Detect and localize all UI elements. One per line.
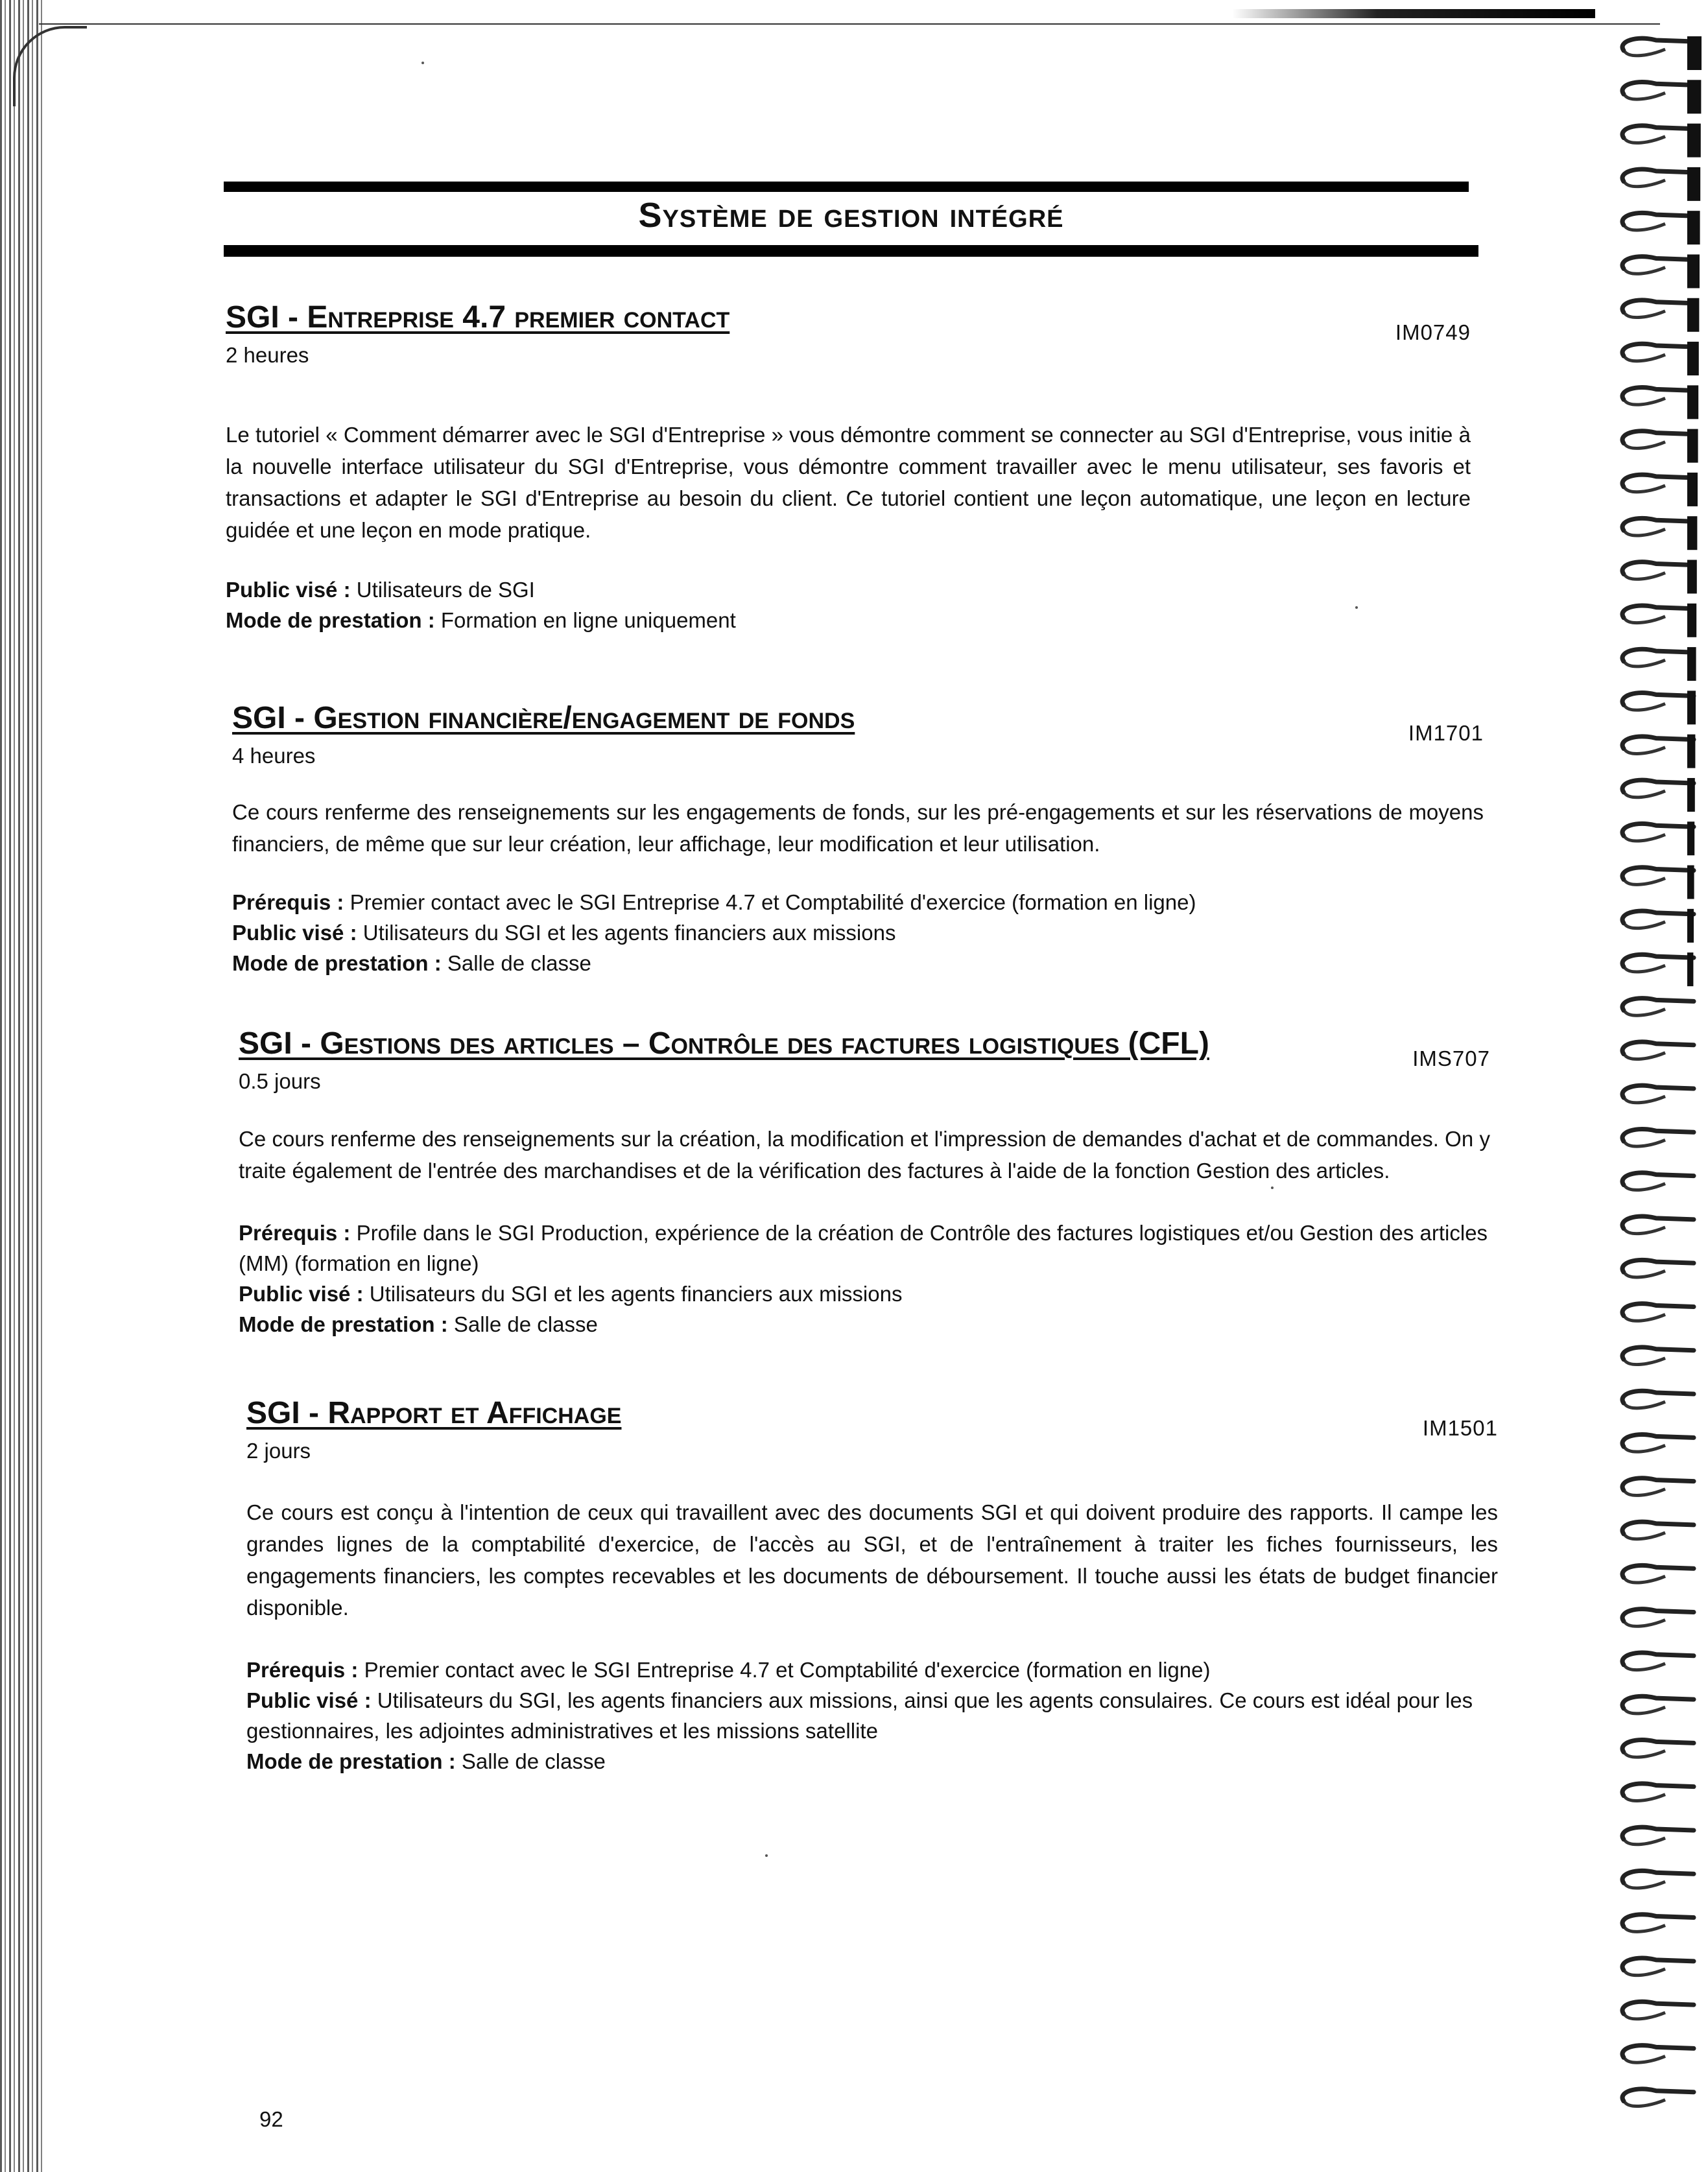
spiral-coil xyxy=(1622,1042,1694,1059)
spiral-coil xyxy=(1622,1216,1694,1234)
spiral-coil xyxy=(1622,429,1698,463)
spiral-coil xyxy=(1622,1173,1694,1190)
scan-speck xyxy=(1271,1186,1274,1189)
spiral-coil xyxy=(1622,1478,1694,1496)
course-block xyxy=(232,699,1484,978)
detail-value: Utilisateurs du SGI et les agents financiers aux missions xyxy=(357,921,896,945)
course-detail-row xyxy=(246,1655,1498,1685)
spiral-coil xyxy=(1622,1129,1694,1146)
spiral-coil xyxy=(1622,1827,1694,1845)
spiral-coil xyxy=(1622,1304,1694,1321)
course-detail-row xyxy=(226,605,1471,635)
scan-speck xyxy=(1355,606,1358,609)
detail-label: Public visé : xyxy=(246,1688,372,1712)
course-duration: 2 jours xyxy=(246,1439,311,1463)
title-rule-bottom xyxy=(224,245,1478,257)
spiral-coil xyxy=(1622,1260,1694,1277)
detail-value: Formation en ligne uniquement xyxy=(434,608,736,632)
spiral-coil xyxy=(1622,516,1697,550)
spiral-coil xyxy=(1622,1871,1694,1888)
detail-value: Utilisateurs du SGI, les agents financiers aux missions, ainsi que les agents consulaires. Ce cours est idéal pour les gestionnaires, les adjointes administratives et les missions satellite xyxy=(246,1688,1473,1743)
spiral-coil xyxy=(1622,167,1700,201)
course-duration: 4 heures xyxy=(232,744,316,768)
course-code: IM0749 xyxy=(1395,320,1471,344)
course-detail-row xyxy=(239,1218,1490,1279)
course-title: SGI - Gestions des articles – Contrôle des factures logistiques (CFL) xyxy=(239,1026,1209,1061)
spiral-coil xyxy=(1622,998,1694,1016)
course-code: IM1701 xyxy=(1408,721,1484,745)
spiral-coil xyxy=(1622,473,1698,506)
spiral-coil xyxy=(1622,2089,1694,2107)
spiral-coil xyxy=(1622,254,1700,288)
detail-value: Profile dans le SGI Production, expérience de la création de Contrôle des factures logistiques et/ou Gestion des articles (MM) (formation en ligne) xyxy=(239,1221,1488,1275)
scan-speck xyxy=(765,1854,768,1857)
detail-label: Prérequis : xyxy=(232,890,344,914)
course-code: IMS707 xyxy=(1412,1046,1490,1070)
spiral-coil xyxy=(1622,1696,1694,1714)
detail-label: Mode de prestation : xyxy=(226,608,435,632)
course-detail-row xyxy=(232,887,1484,917)
course-description: Ce cours renferme des renseignements sur la création, la modification et l'impression de demandes d'achat et de commandes. On y traite également de l'entrée des marchandises et de la vérification des factures à l'aide de la fonction Gestion des articles. xyxy=(239,1127,1490,1183)
scan-speck xyxy=(421,62,424,64)
detail-label: Mode de prestation : xyxy=(246,1749,456,1773)
course-block xyxy=(239,1024,1490,1340)
detail-value: Salle de classe xyxy=(447,1312,598,1336)
spiral-coil xyxy=(1622,1784,1694,1801)
spiral-coil xyxy=(1622,1347,1694,1365)
spiral-coil xyxy=(1622,211,1700,244)
detail-value: Premier contact avec le SGI Entreprise 4.7 et Comptabilité d'exercice (formation en ligne) xyxy=(344,890,1196,914)
spiral-coil xyxy=(1622,36,1702,70)
detail-value: Utilisateurs de SGI xyxy=(350,578,535,602)
course-title: SGI - Gestion financière/engagement de fonds xyxy=(232,701,855,735)
spiral-coil xyxy=(1622,735,1695,768)
course-title: SGI - Entreprise 4.7 premier contact xyxy=(226,300,730,335)
scan-shadow xyxy=(1232,9,1595,18)
course-description: Ce cours renferme des renseignements sur les engagements de fonds, sur les pré-engagements et sur les réservations de moyens financiers, de même que sur leur création, leur affichage, leur modification et leur utilisation. xyxy=(232,800,1484,856)
course-detail-row xyxy=(246,1685,1498,1746)
detail-label: Mode de prestation : xyxy=(239,1312,448,1336)
course-detail-row xyxy=(239,1279,1490,1309)
page-title: Système de gestion intégré xyxy=(638,196,1064,235)
spiral-coil xyxy=(1622,342,1699,375)
detail-label: Mode de prestation : xyxy=(232,951,442,975)
course-duration: 0.5 jours xyxy=(239,1069,321,1093)
detail-label: Public visé : xyxy=(226,578,351,602)
detail-value: Salle de classe xyxy=(441,951,591,975)
spiral-coil xyxy=(1622,1085,1694,1103)
detail-value: Utilisateurs du SGI et les agents financiers aux missions xyxy=(363,1282,903,1306)
spiral-coil xyxy=(1622,1958,1694,1976)
spiral-coil xyxy=(1622,560,1697,594)
spiral-coil xyxy=(1622,604,1696,637)
spiral-coil xyxy=(1622,80,1701,113)
spiral-binding-graphic xyxy=(1611,13,1708,2172)
course-block xyxy=(226,298,1471,635)
detail-label: Prérequis : xyxy=(239,1221,351,1245)
spiral-coil xyxy=(1622,1653,1694,1670)
spiral-coil xyxy=(1622,1740,1694,1758)
spiral-coil xyxy=(1622,1434,1694,1452)
course-block xyxy=(246,1394,1498,1777)
page-top-edge xyxy=(39,23,1660,25)
spiral-coil xyxy=(1622,1522,1694,1539)
detail-value: Premier contact avec le SGI Entreprise 4.7 et Comptabilité d'exercice (formation en ligne) xyxy=(358,1658,1211,1682)
scan-binding-shadow xyxy=(0,0,45,2172)
spiral-coil xyxy=(1622,2001,1694,2019)
spiral-coil xyxy=(1622,1609,1694,1627)
spiral-coil xyxy=(1622,298,1699,332)
spiral-coil xyxy=(1622,1565,1694,1583)
course-detail-row xyxy=(246,1746,1498,1777)
spiral-coil xyxy=(1622,1391,1694,1408)
course-description: Le tutoriel « Comment démarrer avec le SGI d'Entreprise » vous démontre comment se connecter au SGI d'Entreprise, vous initie à la nouvelle interface utilisateur du SGI d'Entreprise, vous démontre comment travailler avec le menu utilisateur, ses favoris et transactions et adapter le SGI d'Entreprise au besoin du client. Ce tutoriel contient une leçon automatique, une leçon en lecture guidée et une leçon en mode pratique. xyxy=(226,423,1471,542)
course-detail-row xyxy=(226,574,1471,605)
spiral-coil xyxy=(1622,1915,1694,1932)
detail-label: Public visé : xyxy=(232,921,357,945)
spiral-coil xyxy=(1622,866,1694,899)
spiral-coil xyxy=(1622,952,1694,986)
spiral-coil xyxy=(1622,821,1694,855)
spiral-coil xyxy=(1622,909,1694,943)
course-detail-row xyxy=(232,948,1484,978)
spiral-coil xyxy=(1622,124,1701,158)
spiral-coil xyxy=(1622,647,1696,681)
spiral-binding xyxy=(1611,13,1708,2172)
detail-value: Salle de classe xyxy=(455,1749,606,1773)
course-title: SGI - Rapport et Affichage xyxy=(246,1396,622,1430)
course-duration: 2 heures xyxy=(226,343,309,367)
spiral-coil xyxy=(1622,778,1695,812)
course-detail-row xyxy=(239,1309,1490,1340)
spiral-coil xyxy=(1622,385,1698,419)
course-description: Ce cours est conçu à l'intention de ceux qui travaillent avec des documents SGI et qui doivent produire des rapports. Il campe les grandes lignes de la comptabilité d'exercice, de l'accès au SGI, et de l'entraînement à traiter les fiches fournisseurs, les engagements financiers, les comptes recevables et les documents de déboursement. Il touche aussi les états de budget financier disponible. xyxy=(246,1500,1498,1620)
course-detail-row xyxy=(232,917,1484,948)
spiral-coil xyxy=(1622,2046,1694,2063)
detail-label: Prérequis : xyxy=(246,1658,359,1682)
page-number: 92 xyxy=(259,2107,283,2131)
detail-label: Public visé : xyxy=(239,1282,364,1306)
course-code: IM1501 xyxy=(1422,1416,1498,1440)
spiral-coil xyxy=(1622,691,1696,724)
